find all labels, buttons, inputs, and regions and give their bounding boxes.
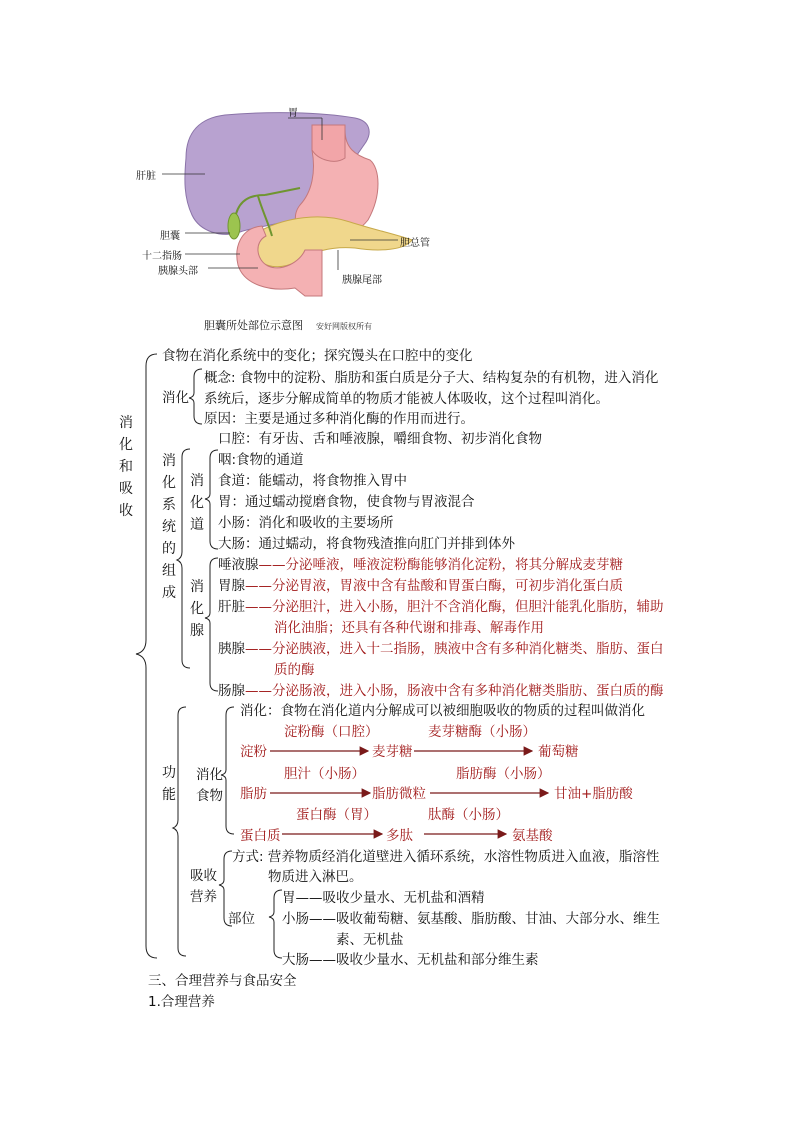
enzyme-maltase: 麦芽糖酶（小肠） bbox=[428, 724, 536, 740]
enzyme-amylase: 淀粉酶（口腔） bbox=[284, 724, 379, 740]
subheading: 1.合理营养 bbox=[148, 994, 215, 1010]
tract-mouth: 口腔：有牙齿、舌和唾液腺，嚼细食物、初步消化食物 bbox=[218, 431, 542, 447]
label-bile-duct: 胆总管 bbox=[400, 238, 430, 249]
enzyme-protease: 蛋白酶（胃） bbox=[296, 807, 377, 823]
section-heading: 三、合理营养与食品安全 bbox=[148, 973, 297, 989]
gland-liver-cont: 消化油脂；还具有各种代谢和排毒、解毒作用 bbox=[274, 620, 544, 636]
substance-fat-droplets: 脂肪微粒 bbox=[372, 786, 426, 802]
tract-large-intestine: 大肠：通过蠕动，将食物残渣推向肛门并排到体外 bbox=[218, 536, 515, 552]
absorb-stomach: 胃——吸收少量水、无机盐和酒精 bbox=[282, 890, 485, 906]
glands-label: 消化腺 bbox=[190, 579, 204, 639]
brace-site bbox=[269, 890, 282, 958]
digestion-concept-1: 概念: 食物中的淀粉、脂肪和蛋白质是分子大、结构复杂的有机物，进入消化 bbox=[204, 370, 659, 386]
brace-root bbox=[136, 354, 157, 958]
label-pancreas-tail: 胰腺尾部 bbox=[342, 275, 382, 286]
gland-salivary: 唾液腺——分泌唾液，唾液淀粉酶能够消化淀粉，将其分解成麦芽糖 bbox=[218, 557, 623, 573]
root-label: 消化和吸收 bbox=[119, 415, 133, 519]
enzyme-lipase: 脂肪酶（小肠） bbox=[456, 766, 551, 782]
digestion-reason: 原因：主要是通过多种消化酶的作用而进行。 bbox=[204, 411, 474, 427]
label-liver: 肝脏 bbox=[136, 171, 156, 182]
substance-starch: 淀粉 bbox=[240, 744, 267, 760]
figure-watermark: 安好网版权所有 bbox=[316, 322, 372, 331]
gland-intestinal: 肠腺——分泌肠液，进入小肠，肠液中含有多种消化糖类脂肪、蛋白质的酶 bbox=[218, 683, 664, 699]
brace-digestion bbox=[189, 369, 202, 424]
digestion-label: 消化 bbox=[162, 390, 189, 406]
gland-liver: 肝脏——分泌胆汁，进入小肠，胆汁不含消化酶，但胆汁能乳化脂肪，辅助 bbox=[218, 599, 664, 615]
function-label: 功能 bbox=[162, 765, 176, 803]
tract-stomach: 胃：通过蠕动搅磨食物，使食物与胃液混合 bbox=[218, 494, 475, 510]
tract-pharynx: 咽:食物的通道 bbox=[218, 452, 304, 468]
gland-pancreas: 胰腺——分泌胰液，进入十二指肠，胰液中含有多种消化糖类、脂肪、蛋白 bbox=[218, 641, 664, 657]
tract-esophagus: 食道：能蠕动，将食物推入胃中 bbox=[218, 473, 407, 489]
figure-caption: 胆囊所处部位示意图 bbox=[204, 319, 303, 332]
brace-tract bbox=[205, 450, 218, 549]
tract-label: 消化道 bbox=[190, 473, 204, 533]
substance-amino-acid: 氨基酸 bbox=[512, 828, 553, 844]
line-food-change: 食物在消化系统中的变化；探究馒头在口腔中的变化 bbox=[162, 348, 473, 364]
absorb-method-2: 物质进入淋巴。 bbox=[268, 869, 363, 885]
substance-fat: 脂肪 bbox=[240, 786, 267, 802]
gland-gastric: 胃腺——分泌胃液，胃液中含有盐酸和胃蛋白酶，可初步消化蛋白质 bbox=[218, 578, 623, 594]
absorb-method-1: 方式: 营养物质经消化道壁进入循环系统，水溶性物质进入血液，脂溶性 bbox=[232, 849, 660, 865]
substance-protein: 蛋白质 bbox=[240, 828, 281, 844]
enzyme-bile: 胆汁（小肠） bbox=[284, 766, 365, 782]
digestion-definition: 消化：食物在消化道内分解成可以被细胞吸收的物质的过程叫做消化 bbox=[240, 703, 645, 719]
gland-pancreas-cont: 质的酶 bbox=[274, 662, 315, 678]
absorb-small-intestine: 小肠——吸收葡萄糖、氨基酸、脂肪酸、甘油、大部分水、维生 bbox=[282, 911, 660, 927]
substance-glycerol-fatty-acid: 甘油+脂肪酸 bbox=[554, 786, 633, 802]
absorb-large-intestine: 大肠——吸收少量水、无机盐和部分维生素 bbox=[282, 952, 539, 968]
digest-food-label: 消化食物 bbox=[196, 767, 223, 804]
system-label: 消化系统的组成 bbox=[162, 453, 176, 601]
brace-function bbox=[173, 707, 186, 956]
absorb-small-intestine-cont: 素、无机盐 bbox=[336, 932, 404, 948]
brace-glands bbox=[205, 558, 218, 691]
label-pancreas-head: 胰腺头部 bbox=[158, 266, 198, 277]
substance-glucose: 葡萄糖 bbox=[538, 744, 579, 760]
digestion-concept-2: 系统后，逐步分解成简单的物质才能被人体吸收，这个过程叫消化。 bbox=[204, 391, 609, 407]
enzyme-peptidase: 肽酶（小肠） bbox=[428, 807, 509, 823]
tract-small-intestine: 小肠：消化和吸收的主要场所 bbox=[218, 515, 394, 531]
substance-peptide: 多肽 bbox=[386, 828, 413, 844]
absorb-label: 吸收营养 bbox=[190, 868, 217, 905]
absorb-site-label: 部位 bbox=[228, 911, 255, 927]
label-gallbladder: 胆囊 bbox=[160, 231, 180, 242]
substance-maltose: 麦芽糖 bbox=[372, 744, 413, 760]
label-stomach: 胃 bbox=[288, 108, 298, 119]
label-duodenum: 十二指肠 bbox=[142, 251, 182, 262]
